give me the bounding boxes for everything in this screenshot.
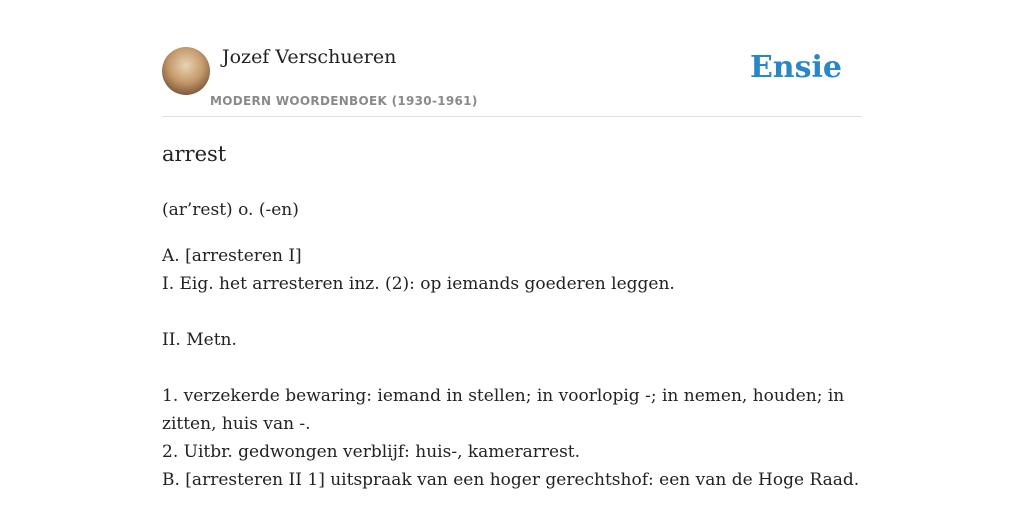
source-label[interactable]: MODERN WOORDENBOEK (1930-1961) bbox=[210, 94, 478, 108]
entry-term: arrest bbox=[162, 142, 227, 166]
entry-content bbox=[162, 138, 862, 494]
definition-spacer bbox=[162, 354, 862, 382]
definition-line: B. [arresteren II 1] uitspraak van een hoger gerechtshof: een van de Hoge Raad. bbox=[162, 470, 860, 490]
definition-line: 2. Uitbr. gedwongen verblijf: huis-, kamerarrest. bbox=[162, 442, 581, 462]
brand-logo[interactable]: Ensie bbox=[749, 50, 842, 85]
entry-pronunciation: (ar’rest) o. (-en) bbox=[162, 200, 299, 220]
definition-line: II. Metn. bbox=[162, 330, 237, 350]
entry-definition bbox=[162, 242, 862, 494]
header bbox=[162, 44, 862, 117]
author-name[interactable]: Jozef Verschueren bbox=[222, 46, 397, 68]
avatar[interactable] bbox=[162, 47, 210, 95]
definition-line: A. [arresteren I] bbox=[162, 246, 302, 266]
definition-line: I. Eig. het arresteren inz. (2): op iemands goederen leggen. bbox=[162, 274, 675, 294]
definition-spacer bbox=[162, 298, 862, 326]
definition-line: 1. verzekerde bewaring: iemand in stellen; in voorlopig -; in nemen, houden; in zitten, huis van -. bbox=[162, 386, 845, 434]
